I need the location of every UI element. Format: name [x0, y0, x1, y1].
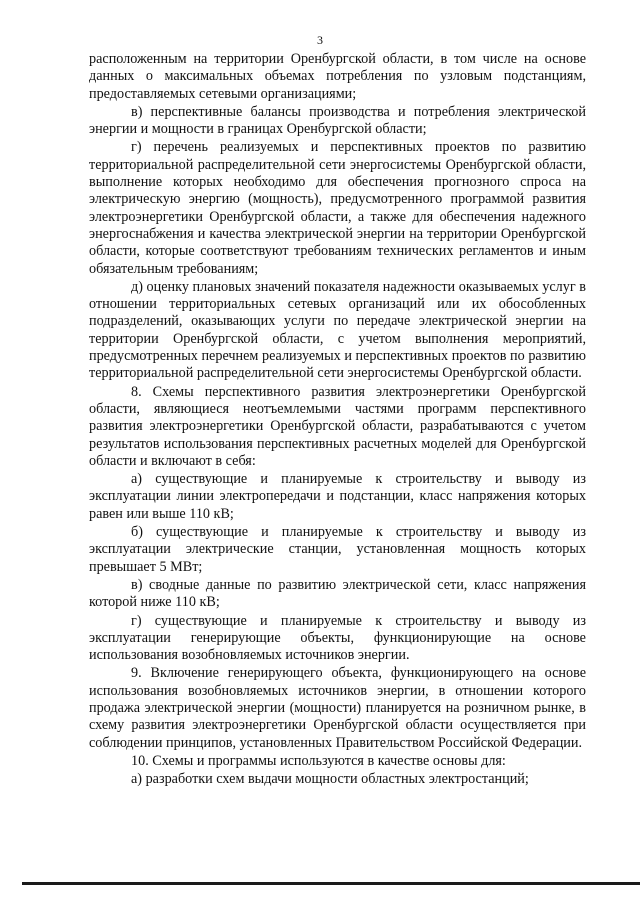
paragraph-clause-9: 9. Включение генерирующего объекта, функционирующего на основе использования возобновляемых источников энергии, в отношении которого продажа электрической энергии (мощности) планируется на розничном рынке, в схему развития электроэнергетики Оренбургской области осуществляется при соблюдении принципов, установленных Правительством Российской Федерации. [89, 665, 586, 751]
paragraph-item-v: в) перспективные балансы производства и потребления электрической энергии и мощности в границах Оренбургской области; [89, 103, 586, 138]
paragraph-item-d: д) оценку плановых значений показателя надежности оказываемых услуг в отношении территориальных сетевых организаций или их обособленных подразделений, оказывающих услуги по передаче электрической энергии на территории Оренбургской области, с учетом выполнения мероприятий, предусмотренных перечнем реализуемых и перспективных проектов по развитию территориальной распределительной сети энергосистемы Оренбургской области. [89, 278, 586, 382]
paragraph-clause-10: 10. Схемы и программы используются в качестве основы для: [131, 752, 506, 769]
paragraph-clause-8-item-g: г) существующие и планируемые к строительству и выводу из эксплуатации генерирующие объекты, функционирующие на основе использования возобновляемых источников энергии. [89, 612, 586, 664]
paragraph-clause-8: 8. Схемы перспективного развития электроэнергетики Оренбургской области, являющиеся неотъемлемыми частями программ перспективного развития электроэнергетики Оренбургской области, разрабатываются с учетом результатов использования перспективных расчетных моделей для Оренбургской области и включают в себя: [89, 383, 586, 469]
paragraph-clause-8-item-a: а) существующие и планируемые к строительству и выводу из эксплуатации линии электропередачи и подстанции, класс напряжения которых равен или выше 110 кВ; [89, 471, 586, 522]
paragraph-clause-8-item-b: б) существующие и планируемые к строительству и выводу из эксплуатации электрические станции, установленная мощность которых превышает 5 МВт; [89, 524, 586, 575]
bottom-rule [22, 882, 640, 885]
document-body [89, 51, 586, 789]
paragraph-clause-8-item-v: в) сводные данные по развитию электрической сети, класс напряжения которой ниже 110 кВ; [89, 576, 586, 611]
paragraph-continuation: расположенным на территории Оренбургской области, в том числе на основе данных о максимальных объемах потребления по узловым подстанциям, предоставляемых сетевыми организациями; [89, 51, 586, 102]
page-number: 3 [317, 33, 323, 47]
paragraph-item-g: г) перечень реализуемых и перспективных проектов по развитию территориальной распределительной сети энергосистемы Оренбургской области, выполнение которых необходимо для обеспечения прогнозного спроса на электрическую энергию (мощность), предусмотренного программой развития электроэнергетики Оренбургской области, а также для обеспечения надежного энергоснабжения и качества электрической энергии на территории Оренбургской области, которые соответствуют требованиям технических регламентов и иным обязательным требованиям; [89, 139, 586, 277]
paragraph-clause-10-item-a: а) разработки схем выдачи мощности областных электростанций; [131, 771, 529, 788]
